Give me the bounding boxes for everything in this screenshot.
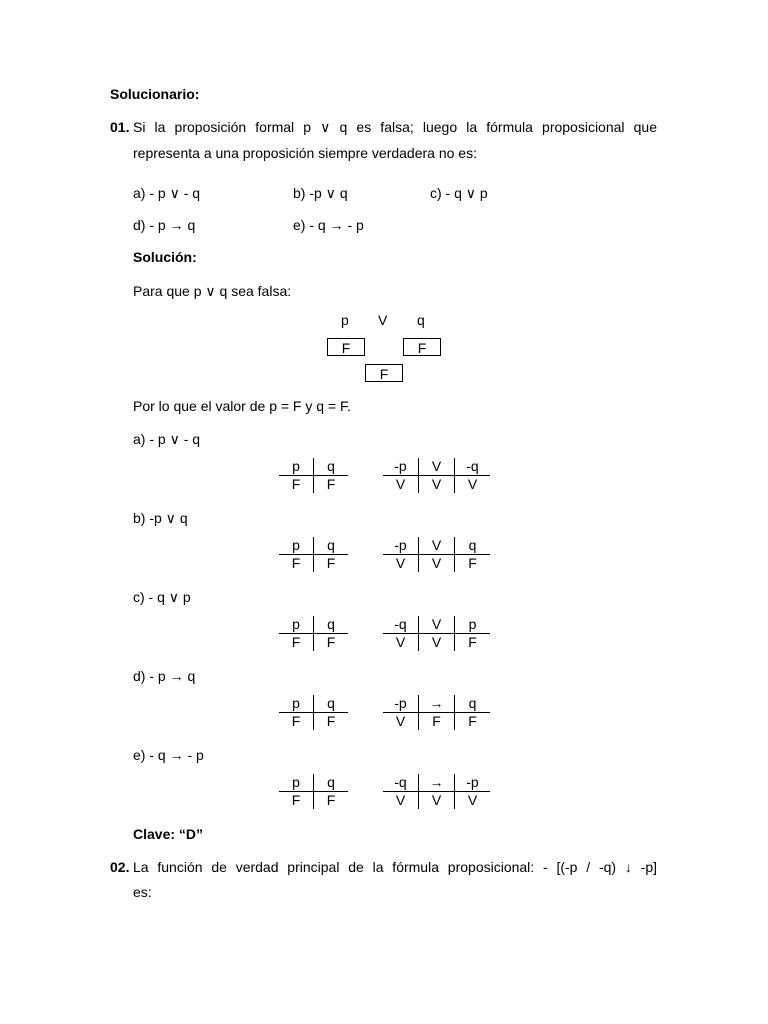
- diagram-box-q: F: [403, 338, 441, 356]
- table-cell: V: [419, 458, 455, 476]
- table-cell: q: [314, 616, 349, 634]
- table-label: a) - p ∨ - q: [133, 431, 201, 447]
- table-cell: V: [419, 476, 455, 494]
- table-cell: q: [455, 537, 491, 555]
- table-cell: p: [279, 537, 314, 555]
- table-cell: →: [419, 695, 455, 713]
- option-b: b) -p ∨ q: [293, 185, 348, 201]
- table-cell: F: [419, 713, 455, 731]
- option-c: c) - q ∨ p: [430, 185, 488, 201]
- table-cell: F: [291, 792, 301, 808]
- table-cell: -q: [383, 616, 419, 634]
- table-cell: V: [395, 634, 406, 650]
- truth-table-inputs: [279, 616, 348, 651]
- table-cell: q: [314, 695, 349, 713]
- table-cell: F: [455, 713, 491, 731]
- table-cell: F: [291, 713, 301, 729]
- table-cell: q: [314, 537, 349, 555]
- table-cell: V: [419, 792, 455, 810]
- question-2-number: 02.: [110, 859, 130, 875]
- table-cell: p: [279, 774, 314, 792]
- option-d: d) - p → q: [133, 217, 196, 233]
- option-a: a) - p ∨ - q: [133, 185, 201, 201]
- table-cell: p: [279, 616, 314, 634]
- table-cell: V: [395, 713, 406, 729]
- truth-table-inputs: [279, 458, 348, 493]
- truth-table-result: [383, 616, 490, 651]
- diagram-q: q: [417, 312, 425, 328]
- table-cell: p: [455, 616, 491, 634]
- question-1-number: 01.: [110, 119, 130, 135]
- table-cell: p: [279, 695, 314, 713]
- table-cell: -p: [383, 537, 419, 555]
- table-cell: F: [455, 555, 491, 573]
- table-cell: F: [314, 792, 349, 810]
- table-cell: V: [455, 792, 491, 810]
- table-cell: -q: [383, 774, 419, 792]
- truth-table-result: [383, 774, 490, 809]
- table-cell: →: [419, 774, 455, 792]
- table-cell: F: [314, 713, 349, 731]
- table-cell: F: [455, 634, 491, 652]
- table-cell: -p: [383, 458, 419, 476]
- truth-table-inputs: [279, 774, 348, 809]
- solution-intro: Para que p ∨ q sea falsa:: [133, 283, 292, 299]
- table-cell: F: [291, 555, 301, 571]
- diagram-p: p: [341, 312, 349, 328]
- diagram-box-result: F: [365, 364, 403, 382]
- table-cell: V: [395, 555, 406, 571]
- table-cell: q: [314, 458, 349, 476]
- question-2-line-1: La función de verdad principal de la fórmula proposicional: - [(-p / -q) ↓ -p]: [133, 859, 657, 875]
- truth-table-result: [383, 695, 490, 730]
- option-e: e) - q → - p: [293, 217, 364, 233]
- page-heading: Solucionario:: [110, 86, 200, 102]
- table-cell: V: [419, 634, 455, 652]
- table-cell: V: [419, 537, 455, 555]
- table-cell: -q: [455, 458, 491, 476]
- truth-table-result: [383, 458, 490, 493]
- table-cell: V: [419, 616, 455, 634]
- question-1-line-1: Si la proposición formal p ∨ q es falsa; luego la fórmula proposicional que: [133, 119, 657, 135]
- table-cell: V: [455, 476, 491, 494]
- diagram-operator: V: [378, 312, 388, 328]
- table-cell: q: [314, 774, 349, 792]
- table-cell: F: [314, 476, 349, 494]
- solution-label: Solución:: [133, 249, 197, 265]
- table-cell: F: [314, 634, 349, 652]
- question-1-line-2: representa a una proposición siempre verdadera no es:: [133, 145, 477, 161]
- table-cell: p: [279, 458, 314, 476]
- solution-conclusion: Por lo que el valor de p = F y q = F.: [133, 398, 351, 414]
- table-cell: -p: [455, 774, 491, 792]
- table-cell: V: [419, 555, 455, 573]
- question-2-line-2: es:: [133, 884, 152, 900]
- table-label: d) - p → q: [133, 668, 196, 684]
- table-cell: V: [395, 476, 406, 492]
- table-cell: F: [291, 476, 301, 492]
- table-cell: F: [314, 555, 349, 573]
- diagram-box-p: F: [327, 338, 365, 356]
- table-cell: V: [395, 792, 406, 808]
- table-cell: -p: [383, 695, 419, 713]
- truth-table-result: [383, 537, 490, 572]
- truth-table-inputs: [279, 695, 348, 730]
- truth-table-inputs: [279, 537, 348, 572]
- answer-key: Clave: “D”: [133, 826, 204, 842]
- table-label: c) - q ∨ p: [133, 589, 191, 605]
- table-label: e) - q → - p: [133, 747, 204, 763]
- table-label: b) -p ∨ q: [133, 510, 188, 526]
- table-cell: q: [455, 695, 491, 713]
- table-cell: F: [291, 634, 301, 650]
